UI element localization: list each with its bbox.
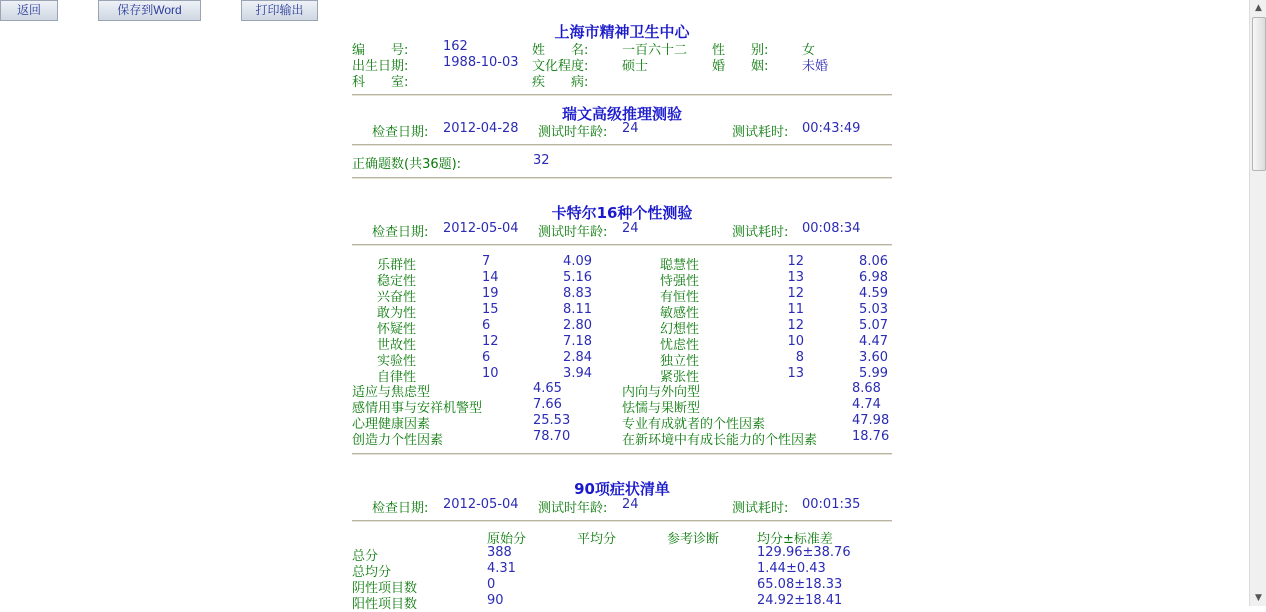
marital-label: 婚 姻: <box>712 59 769 74</box>
factor-std-score: 3.94 <box>563 366 592 381</box>
factor-raw-score: 6 <box>482 350 491 365</box>
sex-label: 性 别: <box>712 43 769 58</box>
factor-raw-score: 12 <box>787 254 804 269</box>
divider <box>352 520 892 522</box>
secondary-factor-name: 专业有成就者的个性因素 <box>622 417 766 432</box>
scl90-row-name: 总均分 <box>352 565 392 580</box>
factor-std-score: 4.59 <box>859 286 888 301</box>
secondary-factor-value: 4.65 <box>533 381 562 396</box>
factor-name: 敢为性 <box>377 306 417 321</box>
back-button[interactable]: 返回 <box>0 0 58 21</box>
secondary-factor-value: 4.74 <box>852 397 881 412</box>
divider <box>352 453 892 455</box>
scl90-row-name: 阳性项目数 <box>352 597 418 612</box>
sex-value: 女 <box>802 43 816 58</box>
factor-raw-score: 15 <box>482 302 499 317</box>
birth-value: 1988-10-03 <box>443 55 519 70</box>
secondary-factor-name: 在新环境中有成长能力的个性因素 <box>622 433 818 448</box>
factor-std-score: 6.98 <box>859 270 888 285</box>
factor-raw-score: 12 <box>482 334 499 349</box>
scroll-down-arrow-icon[interactable]: ▼ <box>1255 593 1262 603</box>
factor-std-score: 8.06 <box>859 254 888 269</box>
raven-correct-value: 32 <box>533 153 550 168</box>
vertical-scrollbar[interactable] <box>1249 0 1266 606</box>
factor-std-score: 4.09 <box>563 254 592 269</box>
factor-name: 稳定性 <box>377 274 417 289</box>
scl90-time-label: 测试耗时: <box>732 501 789 516</box>
secondary-factor-name: 怯懦与果断型 <box>622 401 701 416</box>
scl90-age: 24 <box>622 497 639 512</box>
scl90-norm: 65.08±18.33 <box>757 577 843 592</box>
factor-name: 乐群性 <box>377 258 417 273</box>
secondary-factor-name: 感情用事与安祥机警型 <box>352 401 483 416</box>
factor-name: 世故性 <box>377 338 417 353</box>
factor-name: 聪慧性 <box>660 258 700 273</box>
id-label: 编 号: <box>352 43 409 58</box>
secondary-factor-value: 78.70 <box>533 429 571 444</box>
divider <box>352 244 892 246</box>
factor-raw-score: 12 <box>787 286 804 301</box>
raven-date-label: 检查日期: <box>372 125 429 140</box>
factor-std-score: 2.80 <box>563 318 592 333</box>
factor-std-score: 5.99 <box>859 366 888 381</box>
name-label: 姓 名: <box>532 43 589 58</box>
raven-date: 2012-04-28 <box>443 121 519 136</box>
print-button[interactable]: 打印输出 <box>241 0 318 21</box>
factor-raw-score: 14 <box>482 270 499 285</box>
factor-name: 有恒性 <box>660 290 700 305</box>
factor-raw-score: 11 <box>787 302 804 317</box>
save-to-word-button[interactable]: 保存到Word <box>98 0 201 21</box>
factor-std-score: 5.16 <box>563 270 592 285</box>
cattell-time: 00:08:34 <box>802 221 861 236</box>
scrollbar-thumb[interactable] <box>1252 17 1266 171</box>
scl90-date: 2012-05-04 <box>443 497 519 512</box>
disease-label: 疾 病: <box>532 75 589 90</box>
id-value: 162 <box>443 39 468 54</box>
factor-std-score: 4.47 <box>859 334 888 349</box>
dept-label: 科 室: <box>352 75 409 90</box>
secondary-factor-value: 8.68 <box>852 381 881 396</box>
factor-raw-score: 6 <box>482 318 491 333</box>
cattell-title: 卡特尔16种个性测验 <box>551 204 693 222</box>
factor-raw-score: 13 <box>787 366 804 381</box>
factor-name: 紧张性 <box>660 370 700 385</box>
scl90-row-name: 阴性项目数 <box>352 581 418 596</box>
scl90-norm: 129.96±38.76 <box>757 545 851 560</box>
cattell-age: 24 <box>622 221 639 236</box>
factor-raw-score: 10 <box>787 334 804 349</box>
scroll-up-arrow-icon[interactable]: ▲ <box>1255 3 1262 13</box>
secondary-factor-name: 心理健康因素 <box>352 417 431 432</box>
secondary-factor-value: 18.76 <box>852 429 890 444</box>
scl90-date-label: 检查日期: <box>372 501 429 516</box>
raven-age-label: 测试时年龄: <box>538 125 608 140</box>
factor-std-score: 8.11 <box>563 302 592 317</box>
col-header-avg: 平均分 <box>577 532 617 547</box>
factor-std-score: 5.03 <box>859 302 888 317</box>
raven-time: 00:43:49 <box>802 121 861 136</box>
factor-name: 敏感性 <box>660 306 700 321</box>
secondary-factor-value: 7.66 <box>533 397 562 412</box>
factor-std-score: 8.83 <box>563 286 592 301</box>
raven-time-label: 测试耗时: <box>732 125 789 140</box>
cattell-age-label: 测试时年龄: <box>538 225 608 240</box>
factor-std-score: 3.60 <box>859 350 888 365</box>
name-value: 一百六十二 <box>622 43 688 58</box>
col-header-diag: 参考诊断 <box>667 532 720 547</box>
factor-name: 怀疑性 <box>377 322 417 337</box>
factor-std-score: 2.84 <box>563 350 592 365</box>
factor-raw-score: 10 <box>482 366 499 381</box>
scl90-raw-score: 0 <box>487 577 496 592</box>
cattell-time-label: 测试耗时: <box>732 225 789 240</box>
scl90-title: 90项症状清单 <box>574 480 670 498</box>
factor-raw-score: 13 <box>787 270 804 285</box>
divider <box>352 144 892 146</box>
scl90-raw-score: 90 <box>487 593 504 608</box>
scl90-norm: 1.44±0.43 <box>757 561 826 576</box>
col-header-norm: 均分±标准差 <box>757 532 833 547</box>
divider <box>352 177 892 179</box>
factor-raw-score: 7 <box>482 254 491 269</box>
secondary-factor-name: 适应与焦虑型 <box>352 385 431 400</box>
factor-name: 幻想性 <box>660 322 700 337</box>
col-header-raw: 原始分 <box>487 532 527 547</box>
factor-name: 恃强性 <box>660 274 700 289</box>
scl90-age-label: 测试时年龄: <box>538 501 608 516</box>
birth-label: 出生日期: <box>352 59 409 74</box>
cattell-date: 2012-05-04 <box>443 221 519 236</box>
secondary-factor-value: 25.53 <box>533 413 571 428</box>
edu-value: 硕士 <box>622 59 649 74</box>
edu-label: 文化程度: <box>532 59 589 74</box>
secondary-factor-name: 内向与外向型 <box>622 385 701 400</box>
report-title: 上海市精神卫生中心 <box>554 23 690 41</box>
raven-title: 瑞文高级推理测验 <box>561 105 682 123</box>
marital-value: 未婚 <box>802 59 829 74</box>
cattell-date-label: 检查日期: <box>372 225 429 240</box>
scl90-raw-score: 4.31 <box>487 561 516 576</box>
raven-correct-label: 正确题数(共36题): <box>352 157 462 172</box>
factor-name: 实验性 <box>377 354 417 369</box>
divider <box>352 94 892 96</box>
secondary-factor-name: 创造力个性因素 <box>352 433 444 448</box>
scl90-row-name: 总分 <box>352 549 379 564</box>
factor-name: 忧虑性 <box>660 338 700 353</box>
scl90-time: 00:01:35 <box>802 497 861 512</box>
scl90-norm: 24.92±18.41 <box>757 593 843 608</box>
factor-name: 独立性 <box>660 354 700 369</box>
scl90-raw-score: 388 <box>487 545 512 560</box>
secondary-factor-value: 47.98 <box>852 413 890 428</box>
factor-std-score: 5.07 <box>859 318 888 333</box>
factor-raw-score: 8 <box>795 350 804 365</box>
raven-age: 24 <box>622 121 639 136</box>
factor-name: 自律性 <box>377 370 417 385</box>
factor-raw-score: 19 <box>482 286 499 301</box>
factor-std-score: 7.18 <box>563 334 592 349</box>
factor-raw-score: 12 <box>787 318 804 333</box>
factor-name: 兴奋性 <box>377 290 417 305</box>
